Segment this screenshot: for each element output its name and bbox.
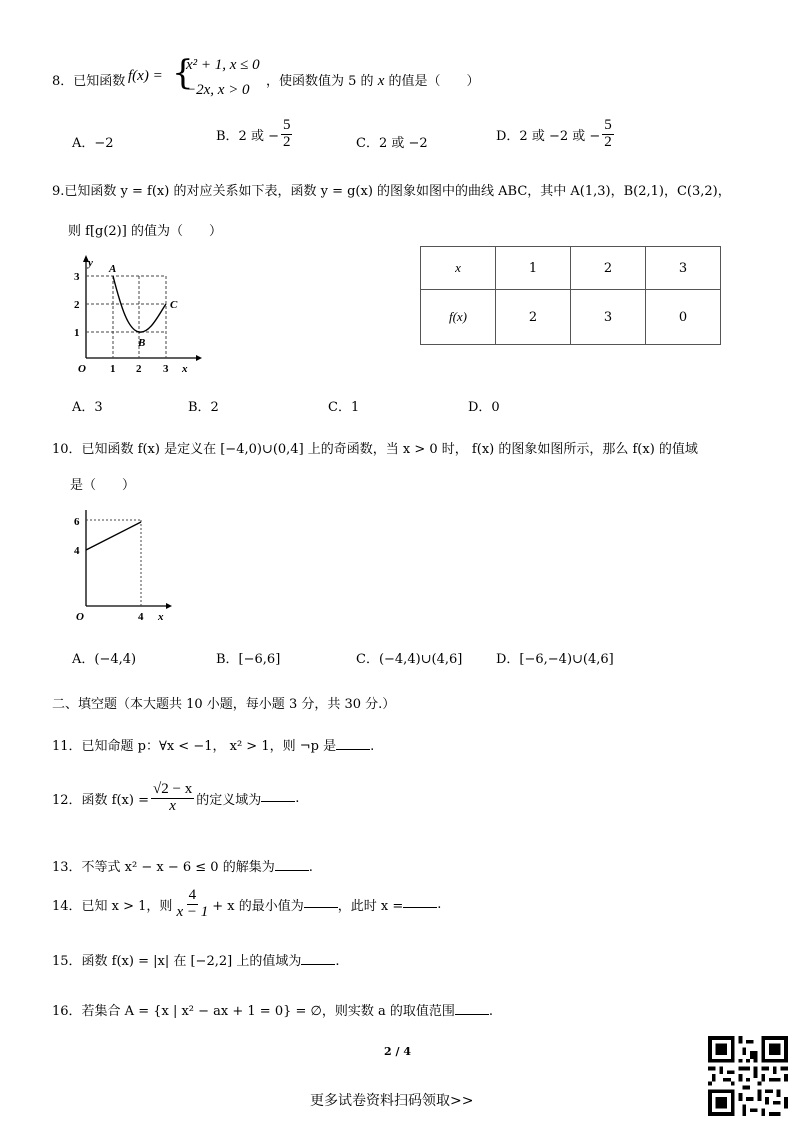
q9-point-a: A [109,263,117,275]
q13-blank [275,858,309,871]
q9-ylabel: y [88,257,93,269]
q10-option-b: B．[−6,6] [216,652,281,667]
q9-stem-line2: 则 f[g(2)] 的值为（ ） [68,224,222,239]
q10-option-a: A．(−4,4) [72,652,137,667]
q9-xlabel: x [182,363,188,375]
q10-dashed-guides [86,520,141,606]
table-row: x 1 2 3 [421,247,721,290]
q10-option-d: D．[−6,−4)∪(4,6] [496,652,614,667]
q8-case2: −2x, x > 0 [186,82,250,98]
q8-option-d: D．2 或 −2 或 − $\frac{5}{2}$ [496,117,612,150]
q10-graph [64,506,174,626]
q10-stem-line2: 是（ ） [70,478,136,493]
q10-ytick-4: 4 [74,545,80,557]
q14: 14．已知 x > 1，则 $\frac{4}{x - 1}$ + x 的最小值为 ，此时 x = . [52,887,442,920]
q8-stem [52,70,125,89]
q15: 15．函数 f(x) = |x| 在 [−2,2] 上的值域为 . [52,954,340,969]
q8-option-c: C．2 或 −2 [356,136,428,151]
q10-xlabel: x [158,611,164,623]
q9-xtick-1: 1 [110,363,116,375]
q15-blank [301,952,335,965]
q10-ytick-6: 6 [74,516,80,528]
q9-option-b: B．2 [188,400,219,415]
q8-text: 已知函数 [73,74,126,89]
q9-origin: O [78,363,86,375]
q9-ytick-3: 3 [74,271,80,283]
q9-table [420,246,721,345]
q16: 16．若集合 A = {x | x² − ax + 1 = 0} = ∅，则实数 a 的取值范围 . [52,1004,494,1019]
q10-origin: O [76,611,84,623]
q9-xtick-2: 2 [136,363,142,375]
q11: 11．已知命题 p：∀x < −1， x² > 1，则 ¬p 是 . [52,739,375,754]
q11-blank [336,737,370,750]
q16-blank [455,1002,489,1015]
q12-blank [261,789,295,802]
q10-stem-line1: 10．已知函数 f(x) 是定义在 [−4,0)∪(0,4] 上的奇函数，当 x > 0 时， f(x) 的图象如图所示，那么 f(x) 的值域 [52,442,698,457]
q8-brace: { [172,53,194,93]
q10-option-c: C．(−4,4)∪(4,6] [356,652,463,667]
q8-post: ，使函数值为 5 的 x 的值是（ ） [266,73,480,89]
q14-blank-1 [304,895,338,908]
q8-case1: x² + 1, x ≤ 0 [186,57,260,73]
q9-graph [66,252,206,384]
qr-code-icon[interactable] [708,1036,788,1116]
q9-option-d: D．0 [468,400,500,415]
q8-option-a: A．−2 [72,136,114,151]
q9-option-a: A．3 [72,400,103,415]
section-heading: 二、填空题（本大题共 10 小题，每小题 3 分，共 30 分.） [52,697,396,712]
page-number: 2 / 4 [384,1045,411,1058]
q14-blank-2 [403,895,437,908]
table-row: f(x) 2 3 0 [421,290,721,345]
q10-xtick-4: 4 [138,611,144,623]
q10-segment [86,522,141,550]
q9-point-c: C [170,299,178,311]
q9-ytick-1: 1 [74,327,80,339]
q9-ytick-2: 2 [74,299,80,311]
q13: 13．不等式 x² − x − 6 ≤ 0 的解集为 . [52,860,313,875]
q9-stem-line1: 9.已知函数 y = f(x) 的对应关系如下表，函数 y = g(x) 的图象如图中的曲线 ABC，其中 A(1,3)，B(2,1)，C(3,2)， [52,184,731,199]
q12: 12．函数 f(x) = $\frac{√2 - x}{x}$ 的定义域为 . [52,781,300,814]
q9-xtick-3: 3 [163,363,169,375]
q8-fx: f(x) = [128,68,163,84]
q8-number: 8． [52,74,74,89]
q9-x-arrow [196,355,202,361]
promo-text[interactable]: 更多试卷资料扫码领取>> [310,1093,474,1109]
q10-x-arrow [166,603,172,609]
q9-point-b: B [138,337,146,349]
q8-option-b: B．2 或 − $\frac{5}{2}$ [216,117,291,150]
q9-option-c: C．1 [328,400,360,415]
